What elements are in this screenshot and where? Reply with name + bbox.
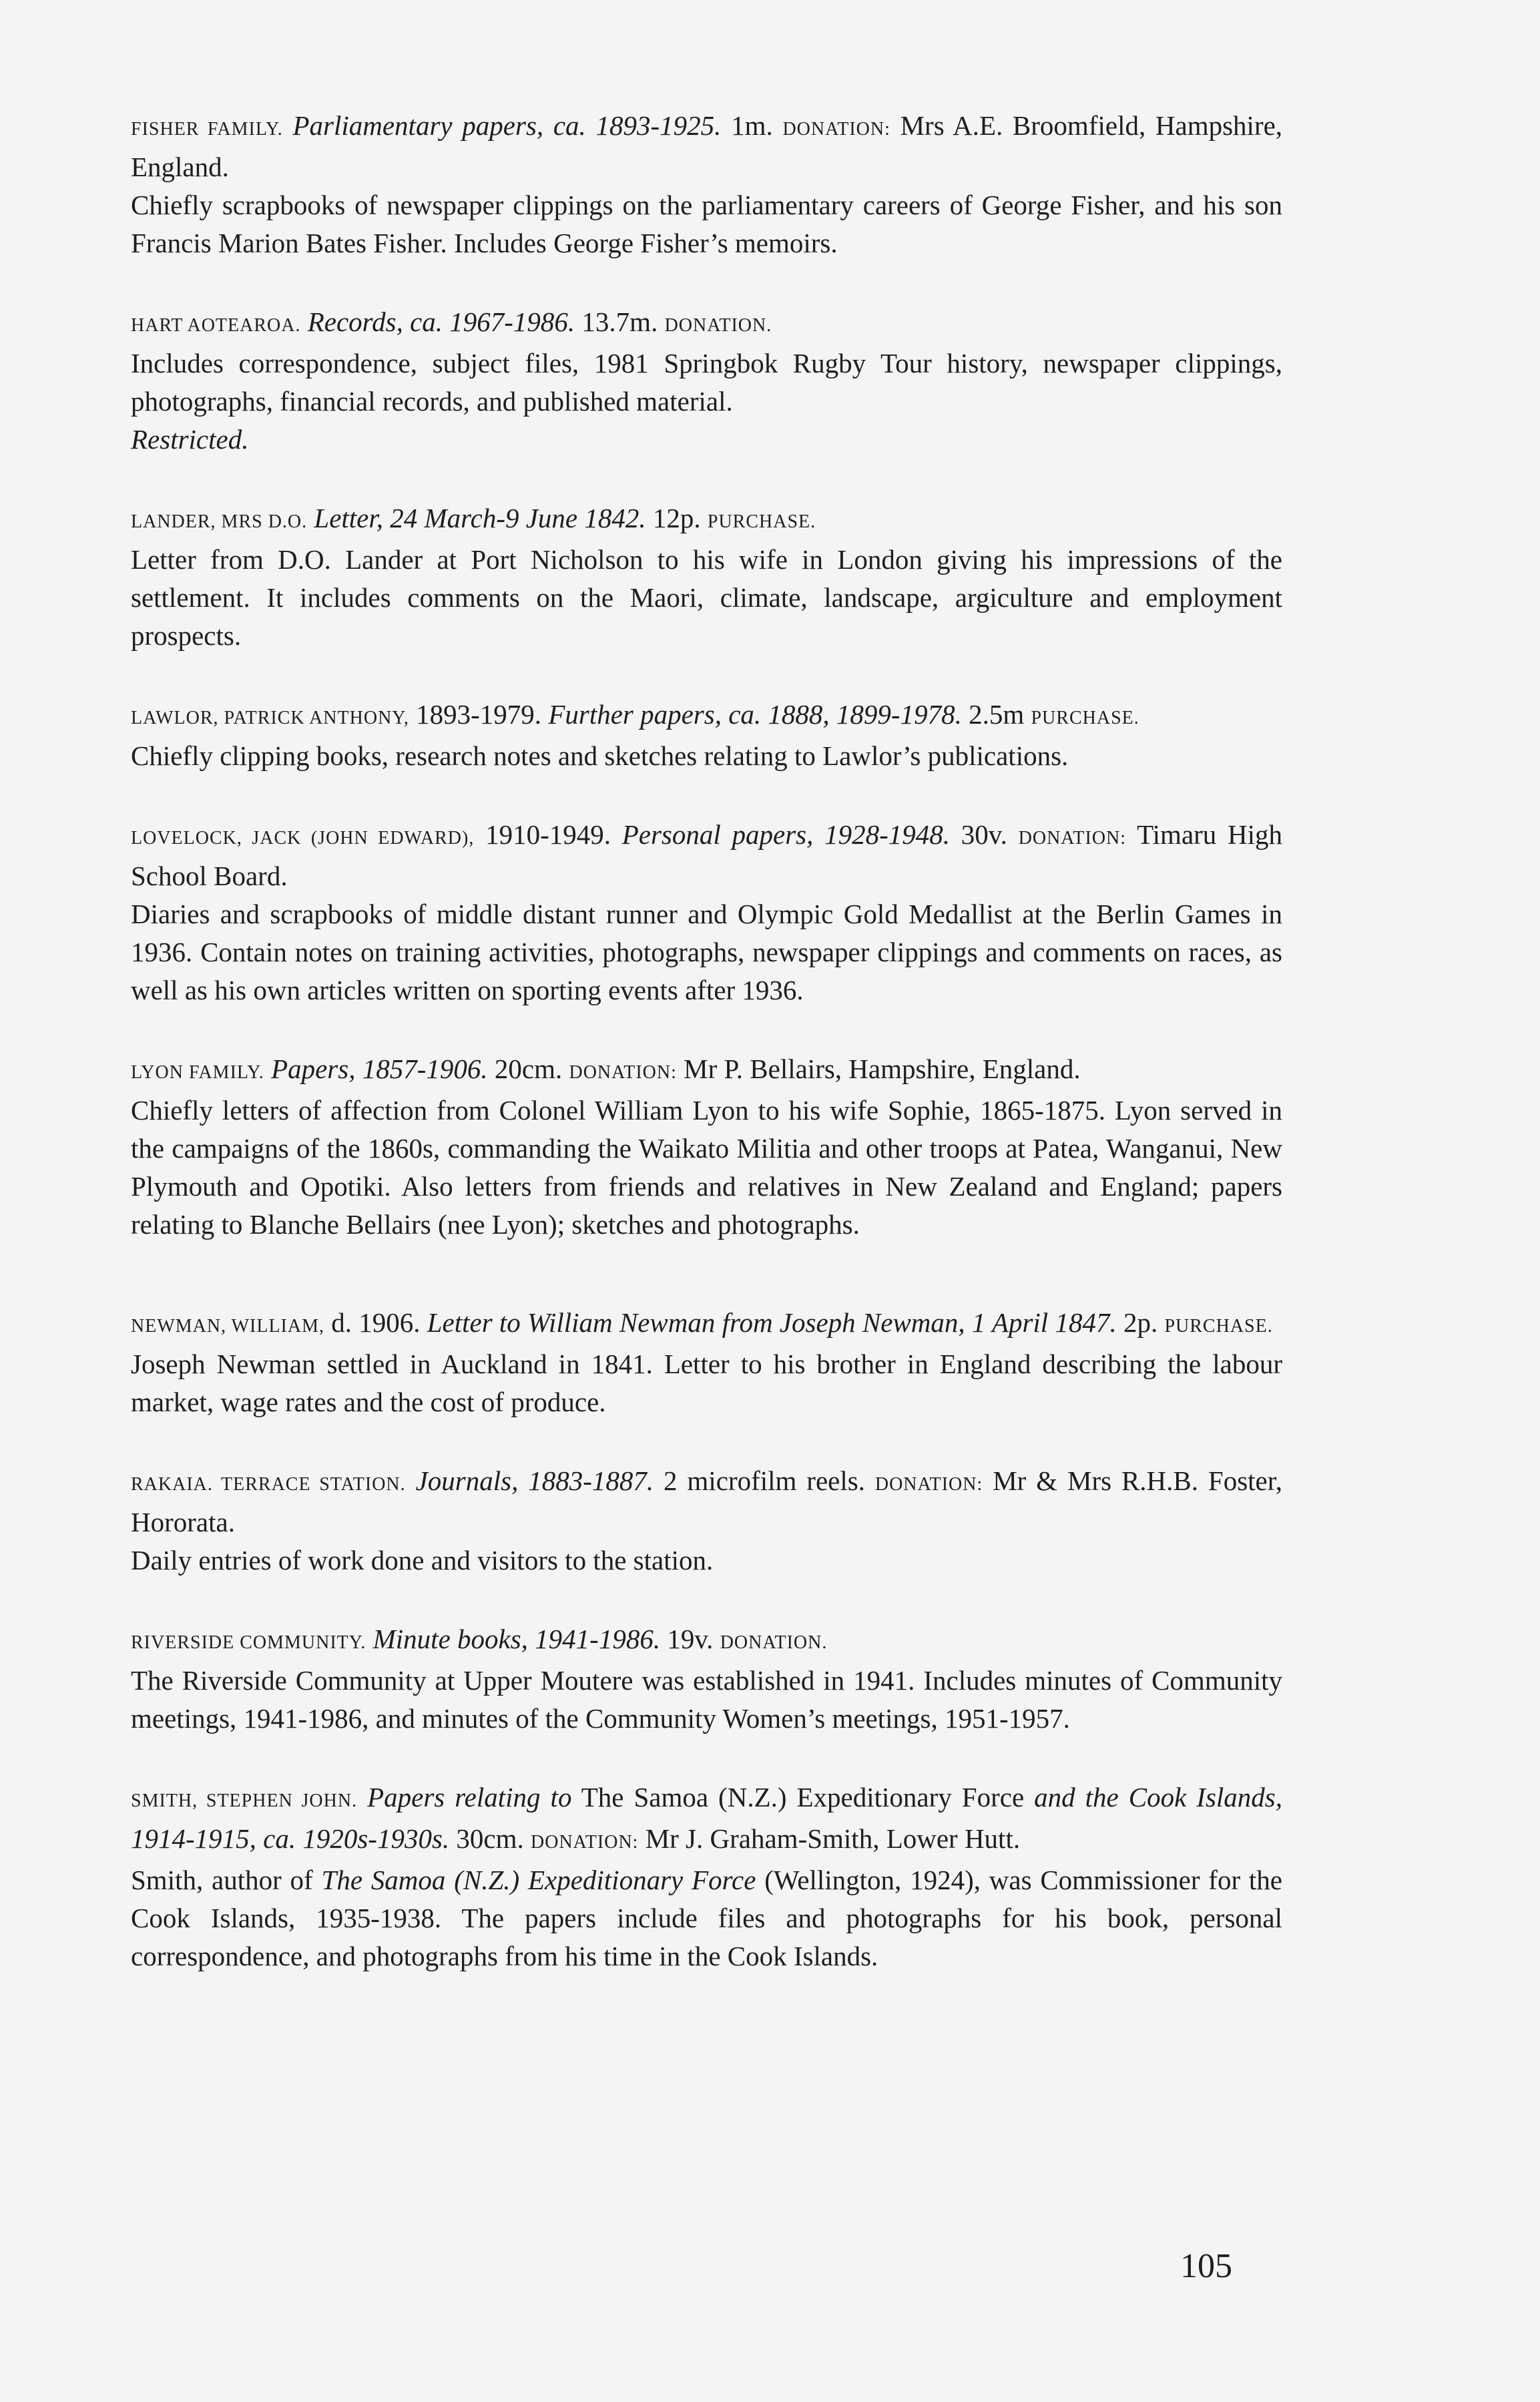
entry-acquisition: DONATION: bbox=[569, 1062, 677, 1083]
entry-heading bbox=[131, 696, 1282, 737]
entry-acquisition: DONATION: bbox=[782, 119, 890, 140]
entry-extent: 30v. bbox=[961, 819, 1007, 850]
entry-heading bbox=[131, 1050, 1282, 1092]
entry-dates: d. 1906. bbox=[331, 1307, 421, 1338]
entry-heading bbox=[131, 107, 1282, 186]
entry-title-roman: The Samoa (N.Z.) Expeditionary Force bbox=[581, 1782, 1025, 1813]
entry-title: Personal papers, 1928-1948. bbox=[621, 819, 951, 850]
entry-source: Mrs A.E. Broomfield, Hampshire, England. bbox=[131, 110, 1283, 182]
page-number: 105 bbox=[1180, 2247, 1232, 2285]
entry-extent: 13.7m. bbox=[581, 306, 658, 337]
entry-extent: 19v. bbox=[667, 1624, 714, 1654]
entry-dates: 1910-1949. bbox=[485, 819, 611, 850]
entry-title: Further papers, ca. 1888, 1899-1978. bbox=[548, 699, 962, 730]
entry-fisher-family bbox=[131, 107, 1282, 262]
entry-extent: 2.5m bbox=[969, 699, 1025, 730]
entry-source: Mr & Mrs R.H.B. Foster, Hororata. bbox=[131, 1465, 1283, 1537]
entry-name: RAKAIA. TERRACE STATION. bbox=[131, 1474, 406, 1495]
entry-source: Timaru High School Board. bbox=[131, 819, 1283, 891]
entry-title-part-b: and the Cook Islands, 1914-1915, ca. 1920s-1930s. bbox=[131, 1782, 1283, 1854]
entry-description: Daily entries of work done and visitors to the station. bbox=[131, 1545, 714, 1576]
entry-title: Papers, 1857-1906. bbox=[271, 1053, 488, 1084]
entry-acquisition: DONATION: bbox=[874, 1474, 983, 1495]
entry-description-book-title: The Samoa (N.Z.) Expeditionary Force bbox=[321, 1865, 756, 1895]
entry-acquisition: PURCHASE. bbox=[1164, 1316, 1273, 1337]
entry-description: The Riverside Community at Upper Moutere was established in 1941. Includes minutes of Community meetings, 1941-1986, and minutes of the Community Women’s meetings, 1951-1957. bbox=[131, 1665, 1282, 1734]
entry-name: LANDER, MRS D.O. bbox=[131, 511, 308, 532]
entry-title: Letter to William Newman from Joseph Newman, 1 April 1847. bbox=[427, 1307, 1117, 1338]
entry-description: Chiefly clipping books, research notes and sketches relating to Lawlor’s publications. bbox=[131, 740, 1069, 771]
entry-title: Parliamentary papers, ca. 1893-1925. bbox=[292, 110, 722, 141]
entry-heading bbox=[131, 1620, 1282, 1662]
entry-riverside-community bbox=[131, 1620, 1282, 1738]
entry-newman bbox=[131, 1304, 1282, 1421]
entry-title: Journals, 1883-1887. bbox=[415, 1465, 654, 1496]
entry-hart-aotearoa bbox=[131, 303, 1282, 459]
entry-lyon-family bbox=[131, 1050, 1282, 1244]
entry-name: LOVELOCK, JACK (JOHN EDWARD), bbox=[131, 828, 475, 849]
entry-name: SMITH, STEPHEN JOHN. bbox=[131, 1790, 358, 1811]
catalogue-page bbox=[131, 107, 1282, 2016]
entry-extent: 1m. bbox=[731, 110, 773, 141]
entry-heading bbox=[131, 1462, 1282, 1541]
entry-heading bbox=[131, 499, 1282, 541]
entry-extent: 30cm. bbox=[456, 1823, 524, 1854]
entry-title: Letter, 24 March-9 June 1842. bbox=[314, 503, 646, 533]
entry-dates: 1893-1979. bbox=[416, 699, 542, 730]
entry-description: Chiefly letters of affection from Colonel William Lyon to his wife Sophie, 1865-1875. Lyon served in the campaigns of the 1860s, commanding the Waikato Militia and other troops at Patea, Wanganui, New Plymouth and Opotiki. Also letters from friends and relatives in New Zealand and England; papers relating to Blanche Bellairs (nee Lyon); sketches and photographs. bbox=[131, 1095, 1282, 1240]
entry-acquisition: PURCHASE. bbox=[1031, 708, 1139, 728]
entry-description: Diaries and scrapbooks of middle distant runner and Olympic Gold Medallist at the Berlin Games in 1936. Contain notes on training activities, photographs, newspaper clippings and comments on races, as well as his own articles written on sporting events after 1936. bbox=[131, 899, 1282, 1005]
entry-heading bbox=[131, 1778, 1282, 1861]
entry-acquisition: DONATION. bbox=[664, 315, 772, 336]
entry-description: Chiefly scrapbooks of newspaper clippings on the parliamentary careers of George Fisher, and his son Francis Marion Bates Fisher. Includes George Fisher’s memoirs. bbox=[131, 190, 1282, 258]
entry-lovelock bbox=[131, 816, 1282, 1009]
entry-smith bbox=[131, 1778, 1282, 1975]
entry-extent: 2 microfilm reels. bbox=[664, 1465, 865, 1496]
entry-lawlor bbox=[131, 696, 1282, 775]
entry-heading bbox=[131, 816, 1282, 895]
entry-description: Letter from D.O. Lander at Port Nicholson to his wife in London giving his impressions of the settlement. It includes comments on the Maori, climate, landscape, argiculture and employment prospects. bbox=[131, 544, 1282, 651]
entry-restriction-note: Restricted. bbox=[131, 424, 249, 455]
entry-source: Mr P. Bellairs, Hampshire, England. bbox=[684, 1053, 1081, 1084]
entry-description: Joseph Newman settled in Auckland in 1841. Letter to his brother in England describing the labour market, wage rates and the cost of produce. bbox=[131, 1349, 1282, 1417]
entry-lander bbox=[131, 499, 1282, 655]
entry-description: Includes correspondence, subject files, 1981 Springbok Rugby Tour history, newspaper clippings, photographs, financial records, and published material. bbox=[131, 348, 1282, 417]
entry-extent: 2p. bbox=[1123, 1307, 1158, 1338]
entry-name: RIVERSIDE COMMUNITY. bbox=[131, 1632, 366, 1653]
entry-name: HART AOTEAROA. bbox=[131, 315, 301, 336]
entry-acquisition: DONATION. bbox=[720, 1632, 828, 1653]
entry-acquisition: DONATION: bbox=[1018, 828, 1127, 849]
entry-title: Records, ca. 1967-1986. bbox=[307, 306, 575, 337]
entry-extent: 20cm. bbox=[494, 1053, 563, 1084]
entry-description bbox=[131, 1861, 1282, 1975]
entry-description-part-b: (Wellington, 1924), was Commissioner for the Cook Islands, 1935-1938. The papers include files and photographs for his book, personal correspondence, and photographs from his time in the Cook Islands. bbox=[131, 1865, 1282, 1971]
entry-title: Minute books, 1941-1986. bbox=[372, 1624, 661, 1654]
entry-description-part-a: Smith, author of bbox=[131, 1865, 313, 1895]
entry-name: NEWMAN, WILLIAM, bbox=[131, 1316, 324, 1337]
entry-title-part-a: Papers relating to bbox=[367, 1782, 572, 1813]
entry-extent: 12p. bbox=[652, 503, 701, 533]
entry-name: LAWLOR, PATRICK ANTHONY, bbox=[131, 708, 409, 728]
entry-name: LYON FAMILY. bbox=[131, 1062, 264, 1083]
entry-source: Mr J. Graham-Smith, Lower Hutt. bbox=[645, 1823, 1021, 1854]
entry-rakaia bbox=[131, 1462, 1282, 1580]
entry-heading bbox=[131, 303, 1282, 344]
entry-heading bbox=[131, 1304, 1282, 1345]
entry-name: FISHER FAMILY. bbox=[131, 119, 283, 140]
entry-acquisition: DONATION: bbox=[531, 1832, 639, 1853]
entry-acquisition: PURCHASE. bbox=[707, 511, 816, 532]
